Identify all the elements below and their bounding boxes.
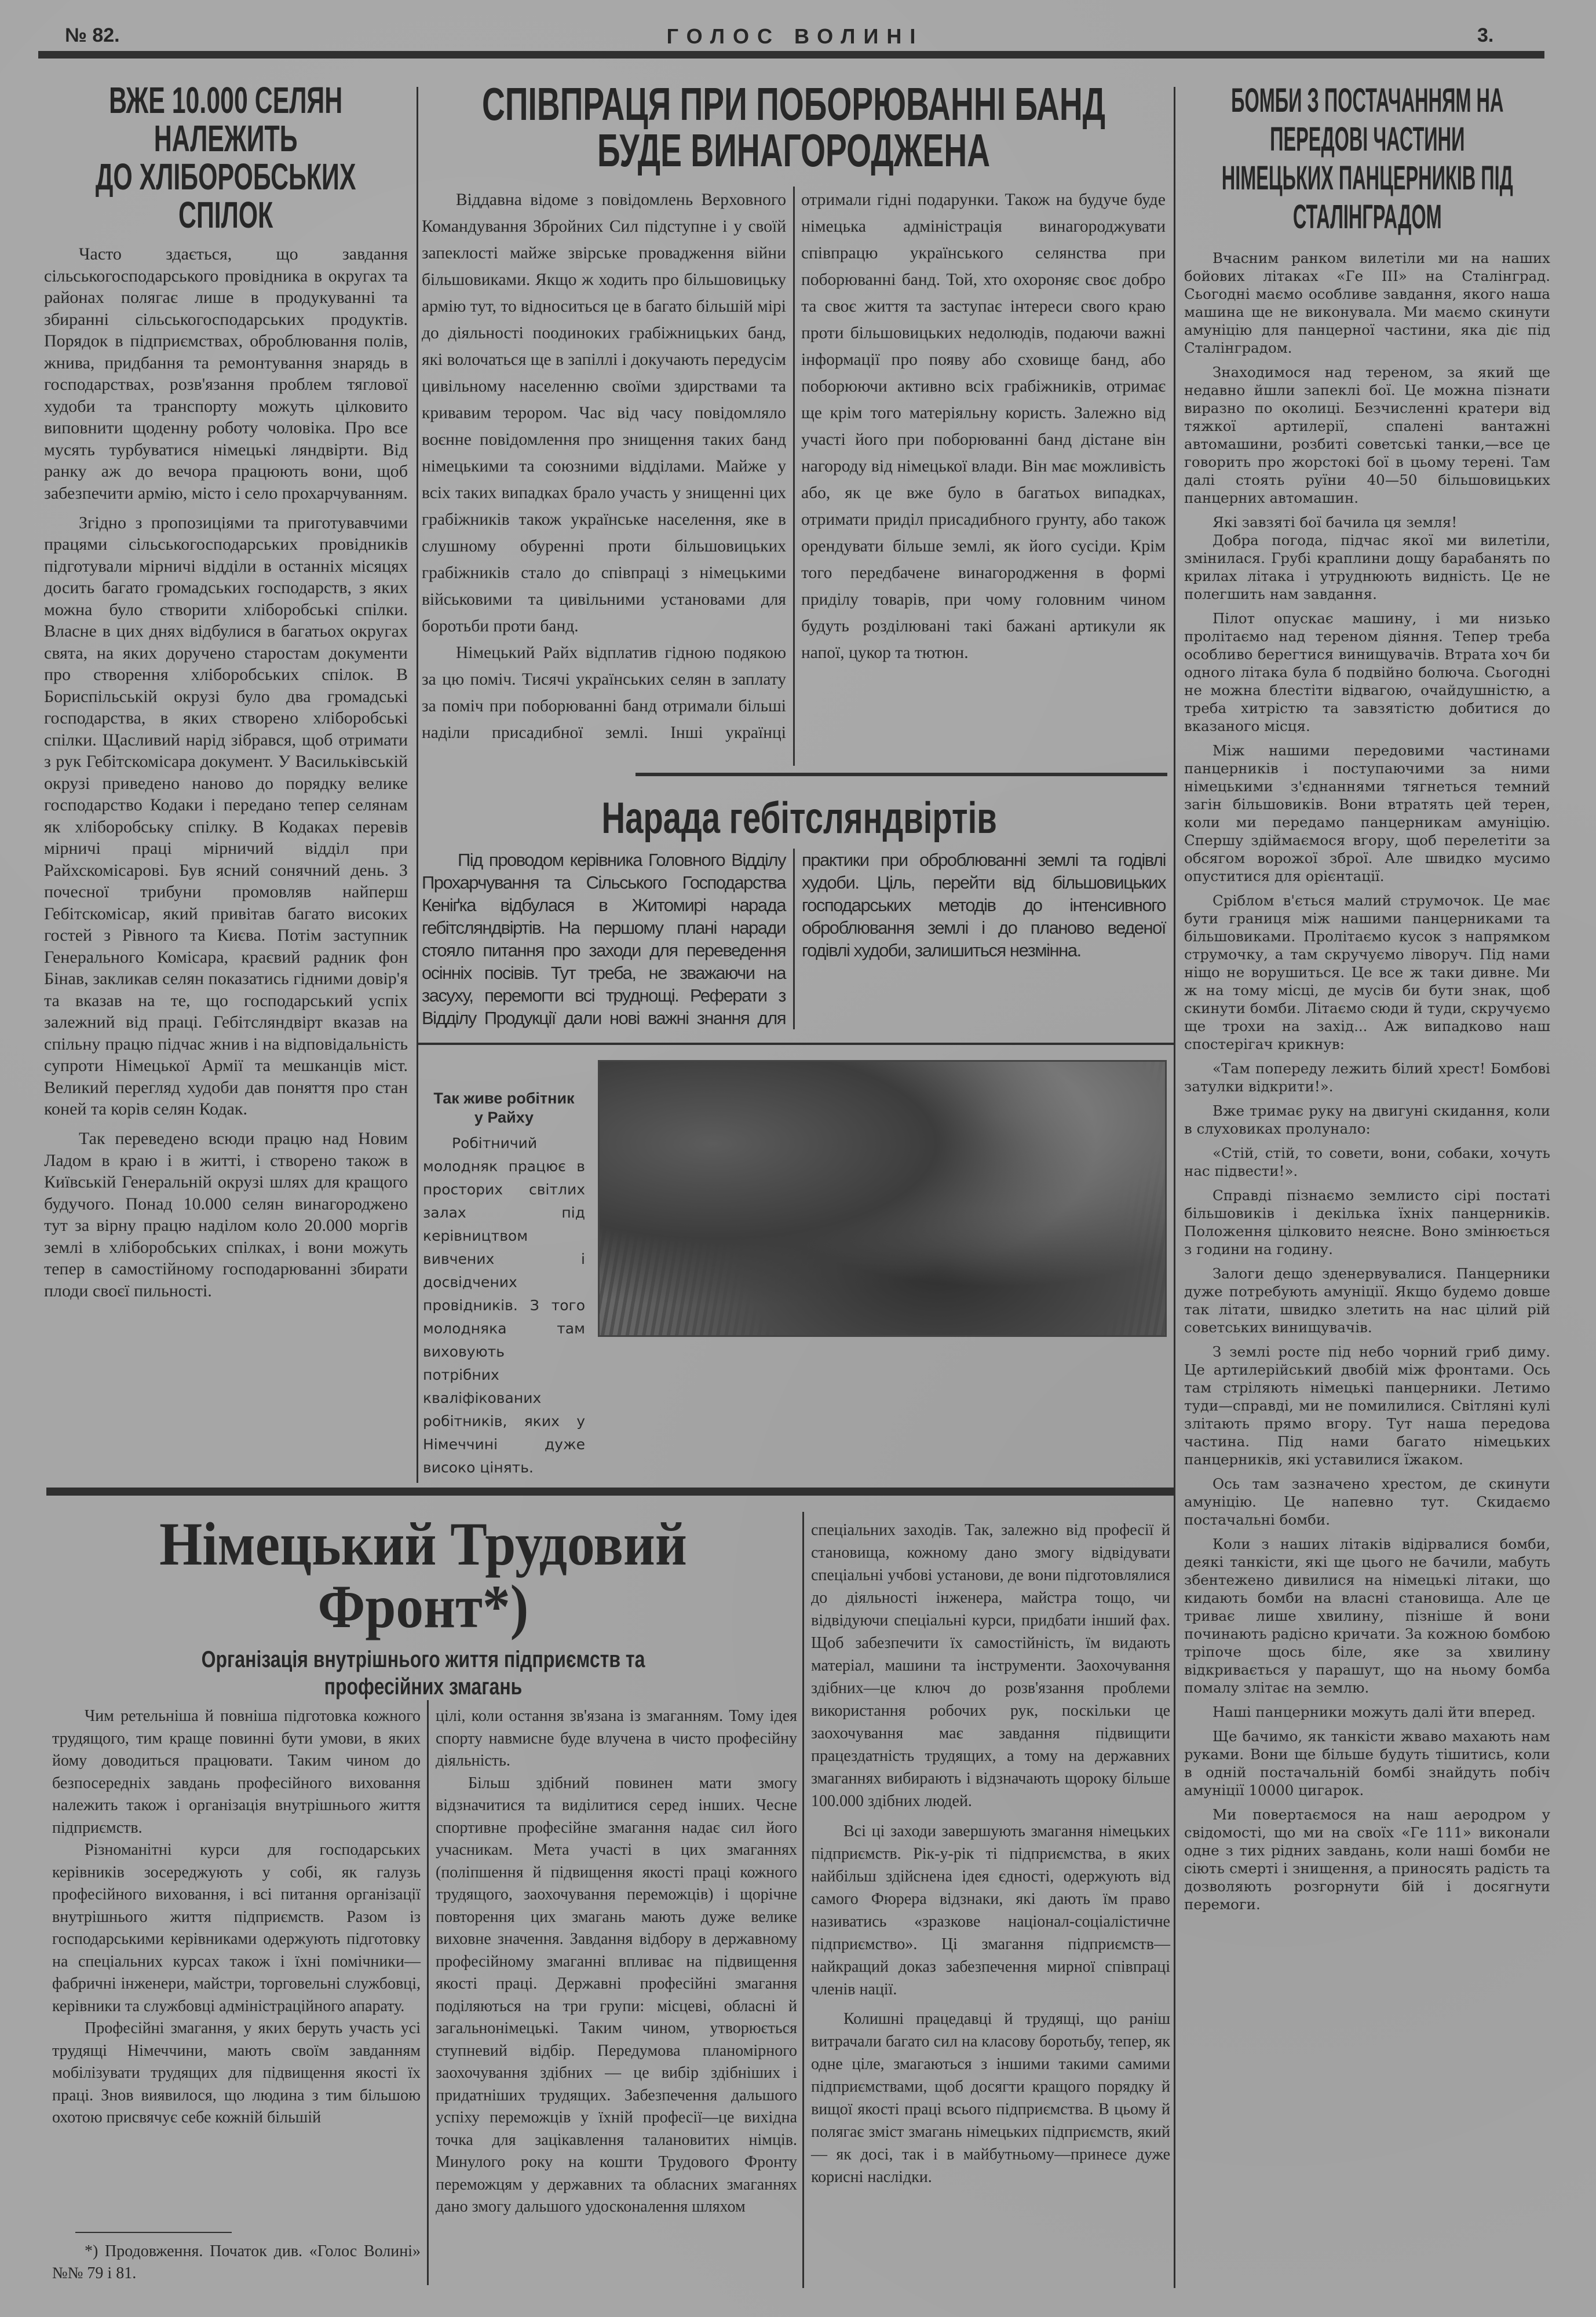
paragraph: Часто здається, що завдання сільськогосподарського провідника в округах та районах полягає лише в продукуванні та збиранні сільськогосподарських продуктів. Порядок в підприємствах, оброблювання полів, жнива, придбання та ремонтування знарядь в господарствах, розв'язання проблем тяглової худоби та транспорту можуть цілковито виповнити щоденну роботу чоловіка. Про все мусять турбуватися німецькі ляндвірти. Від ранку аж до вечора працюють вони, щоб забезпечити армію, місто і село прохарчуванням. (44, 244, 408, 503)
issue-number: № 82. (65, 24, 120, 46)
paragraph: Більш здібний повинен мати змогу відзначитися та виділитися серед інших. Чесне спортивне професійне змагання надає сил його учасникам. Мета участі в цих змаганнях (поліпшення й підвищення якості праці кожного трудящого, заохочування переможців) і щорічне повторення цих змагань мають дуже велике виховне значення. Завдання відбору в державному професійному змаганні впливає на підвищення якості праці. Державні професійні змагання поділяються на три групи: місцеві, обласні й загальнонімецькі. Таким чином, утворюється ступневий відбір. Передумова планомірного заохочування здібних — це вибір здібніших і придатніших трудящих. Забезпечення дальшого успіху переможців у їхній професії—це вихідна точка для зацікавлення талановитих німців. Минулого року на кошти Трудового Фронту переможцям у державних та обласних змаганнях дано змогу дальшого удосконалення шляхом (436, 1774, 797, 2216)
footnote (52, 2241, 421, 2285)
article-labor-front-headline (35, 1510, 811, 1640)
paragraph: Знаходимося над тереном, за який ще недавно йшли запеклі бої. Це можна пізнати виразно по околиці. Безчисленні кратери від тяжкої артилерії, спалені вантажні автомашини, розбиті советські танки,—все це говорить про жорстокі бої в цьому терені. Там далі стоять руїни 40—50 більшовицьких панцерних автомашин. (1184, 364, 1550, 507)
paragraph: Вчасним ранком вилетіли ми на наших бойових літаках «Ге III» на Сталінград. Сьогодні маємо особливе завдання, якого наша машина ще не виконувала. Ми маємо скинути амуніцію для панцерної частини, яка діє під Сталінградом. (1184, 250, 1550, 356)
article-bombs-body (1184, 249, 1550, 2285)
paragraph: Пілот опускає машину, і ми низько пролітаємо над тереном діяння. Тепер треба особливо берегтися винищувачів. Втрата хоч би одного літака була б подвійно болюча. Сьогодні не можна блестіти відвагою, очайдушністю, а треба хитрістю та завзятістю добитися до вказаного місця. (1184, 610, 1550, 735)
section-rule (46, 1488, 1174, 1496)
paragraph: Залоги дещо зденервувалися. Панцерники дуже потребують амуніції. Якщо будемо довше так літати, швидко злетить на нас цілий рій советських винищувачів. (1184, 1265, 1550, 1336)
caption-text: Робітничий молодняк працює в просторих світлих залах під керівництвом вивчених і досвідчених провідників. З того молодняка там виховують потрібних кваліфікованих робітників, яких у Німеччині дуже високо цінять. (423, 1135, 585, 1476)
headline-line: СТАЛІНГРАДОМ (1292, 198, 1442, 236)
article-cooperation-body (422, 187, 1166, 766)
paragraph: «Стій, стій, то совети, вони, собаки, хочуть нас підвести!». (1184, 1145, 1550, 1180)
footnote-rule (75, 2232, 232, 2233)
masthead-rule (38, 51, 1544, 59)
paragraph: Коли з наших літаків відірвалися бомби, деякі танкісти, які ще цього не бачили, мабуть збентежено дивилися на німецькі літаки, що кидають бомби на власні становища. Але це триває лише хвилину, пізніше й вони починають радісно кричати. За кожною бомбою тріпоче щось біле, яке за хвилину відкривається у парашут, що на ньому бомба помалу злітає на землю. (1184, 1536, 1550, 1697)
paragraph: Ще бачимо, як танкісти жваво махають нам руками. Вони ще більше будуть тішитись, коли в одній постачальній бомбі знайдуть побіч амуніції 10000 цигарок. (1184, 1728, 1550, 1799)
article-meeting-headline (521, 794, 1078, 843)
paragraph: Між нашими передовими частинами панцерників і поступаючими за ними німецькими з'єднаннями тягнеться темний загін більшовиків. Вони втратять цей терен, коли ми передамо панцерникам амуніцію. Спершу здіймаємося вгору, щоб перелетіти за обсягом ворожої зброї. Але швидко мусимо опуститися для орієнтації. (1184, 742, 1550, 885)
newspaper-title: ГОЛОС ВОЛИНІ (666, 24, 924, 48)
article-cooperation-headline (429, 78, 1159, 176)
paragraph: Вже тримає руку на двигуні скидання, коли в слуховиках пролунало: (1184, 1102, 1550, 1138)
paragraph: Сріблом в'ється малий струмочок. Це має бути границя між нашими панцерниками та більшовиками. Пролітаємо кусок з напрямком струмочку, а там скручуємо ліворуч. Під нами ніщо не ворушиться. Це все ж таки дивне. Ми ж на тому місці, де мусів би бути знак, щоб скинути бомби. Літаємо сюди й туди, скручуємо ще трохи на захід... Аж випадково наш спостерігач крикнув: (1184, 892, 1550, 1053)
paragraph: Чим ретельніша й повніша підготовка кожного трудящого, тим краще повинні бути умови, в яких йому доводиться працювати. Таким чином до безпосередніх завдань професійного виховання належить також і організація внутрішнього життя підприємств. (52, 1707, 421, 1837)
article-bombs-headline (1184, 81, 1550, 236)
paragraph: Колишні працедавці й трудящі, що раніш витрачали багато сил на класову боротьбу, тепер, як одне ціле, змагаються з іншими такими самими підприємствами, щоб досягти кращого порядку й вищої якості праці всього підприємства. В цьому й полягає зміст змагань німецьких підприємств, який — як досі, так і в майбутньому—принесе дуже корисні наслідки. (811, 2010, 1170, 2187)
paragraph: Добра погода, підчас якої ми вилетіли, змінилася. Грубі краплини дощу барабанять по крилах літака і утруднюють видність. Це не полегшить нам завдання. (1184, 532, 1550, 603)
headline-line: СПІВПРАЦЯ ПРИ ПОБОРЮВАННІ БАНД (481, 78, 1106, 130)
paragraph: Наші панцерники можуть далі йти вперед. (1212, 1704, 1536, 1721)
section-rule (636, 773, 1167, 776)
article-labor-front-col-c (811, 1519, 1170, 2286)
paragraph: Справді пізнаємо землисто сірі постаті більшовиків і декілька їхніх панцерників. Положення цілковито неясне. Воно змінюється з години на годину. (1184, 1187, 1550, 1258)
headline-line: Фронт*) (317, 1573, 528, 1640)
headline-line: БОМБИ З ПОСТАЧАННЯМ НА (1230, 82, 1504, 119)
headline-line: ДО ХЛІБОРОБСЬКИХ (96, 156, 356, 198)
headline-line: ПЕРЕДОВІ ЧАСТИНИ (1269, 120, 1465, 158)
caption-title-line: у Райху (474, 1109, 534, 1126)
headline-line: НАЛЕЖИТЬ (154, 118, 298, 159)
article-meeting-body (422, 849, 1166, 1029)
column-divider (1174, 87, 1175, 2288)
headline-line: Нарада гебітсляндвіртів (601, 794, 998, 843)
article-labor-front-col-a (52, 1705, 421, 2221)
article-labor-front-subtitle (35, 1646, 811, 1701)
paragraph: Під проводом керівника Головного Відділу Прохарчування та Сільського Господарства Кеніґка відбулася в Житомирі нарада гебітсляндвіртів. На першому плані наради стояло питання про заходи для переведення осінніх посівів. Тут треба, не зважаючи на засуху, перемогти всі труднощі. Реферати з Відділу Продукції дали нові важні знання для практики при оброблюванні землі та годівлі худоби. Ціль, перейти від більшовицьких господарських методів до інтенсивного оброблювання землі і до планово веденої годівлі худоби, залишиться незмінна. (422, 850, 1166, 1028)
article-farmers-body (44, 243, 408, 1480)
column-divider (417, 87, 418, 1483)
photo-young-workers (598, 1060, 1167, 1337)
headline-line: НІМЕЦЬКИХ ПАНЦЕРНИКІВ ПІД (1221, 159, 1513, 197)
paragraph: Всі ці заходи завершують змагання німецьких підприємств. Рік-у-рік ті підприємства, в яких найбільш здійснена ідея єдності, одержують від самого Фюрера відзнаки, які дають їм право називатись «зразкове націонал-соціалістичне підприємство». Ці змагання підприємств—найкращий доказ забезпечення мирної співпраці членів нації. (811, 1822, 1170, 1998)
section-rule (418, 1043, 1174, 1045)
paragraph: Німецький Райх відплатив гідною подякою за цю поміч. Тисячі українських селян в заплату за поміч при поборюванні банд отримали більші наділи присадибної землі. Інші українці отримали гідні подарунки. Також на будуче буде німецька адміністрація винагороджувати співпрацю українського селянства при поборюванні банд. Той, хто охороняє своє добро та своє життя та заступає інтереси свого краю проти більшовицьких недолюдів, подаючи важні інформації про появу або сховище банд, або поборюючи активно всіх грабіжників, отримає ще крім того матеріяльну користь. Залежно від участі його при поборюванні банд дістане він нагороду від німецької влади. Він має можливість або, як це вже було в багатьох випадках, отримати приділ присадибного грунту, або також орендувати більше землі, як його сусіди. Крім того передбачене винагородження в формі приділу товарів, при чому головним чином будуть розділювані такі бажані артикули як напої, цукор та тютюн. (422, 191, 1166, 742)
column-divider (427, 1700, 429, 2285)
subtitle-line: Організація внутрішнього життя підприємств та (201, 1647, 645, 1672)
paragraph: Професійні змагання, у яких беруть участь усі трудящі Німеччини, мають своїм завданням мобілізувати трудящих для підвищення якості їх праці. Знов виявилося, що людина з тим більшою охотою присвячує себе кожній більшій (52, 2019, 421, 2126)
column-divider (802, 1512, 804, 2288)
photo-caption-title (423, 1089, 585, 1127)
subtitle-line: професійних змагань (324, 1674, 522, 1700)
headline-line: БУДЕ ВИНАГОРОДЖЕНА (597, 125, 991, 176)
headline-line: ВЖЕ 10.000 СЕЛЯН (109, 79, 343, 121)
paragraph: Так переведено всюди працю над Новим Ладом в краю і в житті, і створено також в Київській Генеральній окрузі шлях для кращого будучого. Понад 10.000 селян винагороджено тут за вірну працю наділом коло 20.000 моргів землі в хліборобських спілках, і вони можуть тепер в самостійному господарюванні збирати плоди своєї пильності. (44, 1129, 408, 1300)
footnote-text: *) Продовження. Початок див. «Голос Волині» №№ 79 і 81. (52, 2242, 421, 2282)
paragraph: Ми повертаємося на наш аеродром у свідомості, що ми на своїх «Ге 111» виконали одне з тих рідних завдань, коли наші бомби не сіють смерті і знищення, а приносять радість та дозволяють розгорнути бій і досягнути перемоги. (1184, 1806, 1550, 1913)
article-labor-front-col-b (436, 1705, 797, 2285)
paragraph: цілі, коли остання зв'язана із змаганням. Тому ідея спорту навмисне буде влучена в чисто професійну діяльність. (436, 1707, 797, 1770)
page-number: 3. (1477, 24, 1494, 46)
paragraph: Згідно з пропозиціями та приготувавчими працями сільськогосподарських провідників підготували мірничі відділи в останніх місяцях досить багато громадських господарств, з яких можна було створити хліборобські спілки. Власне в цих днях відбулися в багатьох округах свята, на яких доручено старостам документи про створення хліборобських спілок. В Бориспільській окрузі було два громадські господарства, в яких створено хліборобські спілки. Щасливий нарід зібрався, щоб отримати з рук Гебітскомісара документ. У Васильківській окрузі приведено наново до порядку велике господарство Кодаки і передано тепер селянам як хліборобську спілку. В Кодаках перевів мірничі праці мірничий відділ при Райхскомісарові. Був ясний сонячний день. З почесної трибуни промовляв найперш Гебітскомісар, який привітав багато високих гостей з Рівного та Києва. Потім заступник Генерального Комісара, краєвий радник фон Бінав, закликав селян показатись гідними довір'я та вказав на те, що господарський успіх залежний від праці. Гебітсляндвірт вказав на спільну працю підчас жнив і на відповідальність супроти Німецької Армії та мешканців міст. Великий перегляд худоби дав поняття про стан коней та корів селян Кодак. (44, 513, 408, 1119)
paragraph: Ось там зазначено хрестом, де скинути амуніцію. Це напевно тут. Скидаємо постачальні бомби. (1184, 1475, 1550, 1529)
paragraph: «Там попереду лежить білий хрест! Бомбові затулки відкрити!». (1184, 1060, 1550, 1095)
headline-line: Німецький Трудовий (159, 1510, 687, 1578)
paragraph: спеціальних заходів. Так, залежно від професії й становища, кожному дано змогу відвідувати спеціальні учбові установи, де вони підготовлялися до діяльності інженера, майстра тощо, чи відвідуючи спеціальні курси, придбати інший фах. Щоб забезпечити їх самостійність, їм видають матеріал, машини та інструменти. Заохочування здібних—це ключ до розв'язання проблеми використання робочих рук, поскільки це заохочування має завдання підвищити працездатність трудящих, а тому на державних змаганнях вибирають і відзначають щороку більше 100.000 здібних людей. (811, 1521, 1170, 1810)
paragraph: З землі росте під небо чорний гриб диму. Це артилерійський двобій між фронтами. Ось там стріляють німецькі панцерники. Летимо туди—справді, ми не помилилися. Світляні кулі злітають прямо вгору. Тут наша передова частина. Під нами багато німецьких панцерників, які уставилися їжаком. (1184, 1343, 1550, 1468)
caption-title-line: Так живе робітник (433, 1090, 575, 1107)
headline-line: СПІЛОК (178, 194, 273, 236)
paragraph: Які завзяті бої бачила ця земля! (1212, 514, 1458, 531)
paragraph: Віддавна відоме з повідомлень Верховного Командування Збройних Сил підступне і у своїй запеклості майже звірське провадження війни більшовиками. Якщо ж ходить про більшовицьку армію тут, то відноситься це в багато більшій мірі до діяльності поодиноких грабіжницьких банд, які волочаться ще в запіллі і докучають передусім цивільному населенню своїми здирствами та кривавим терором. Час від часу повідомляло воєнне повідомлення про знищення таких банд німецькими та союзними відділами. Майже у всіх таких випадках брало участь у знищенні цих грабіжників також українське населення, яке в слушному обуренні проти більшовицьких грабіжників стало до співпраці з німецькими військовими та цивільними установами для боротьби проти банд. (422, 191, 787, 635)
article-farmers-headline (44, 81, 408, 234)
paragraph: Різноманітні курси для господарських керівників зосереджують у собі, як галузь професійного виховання, і всі питання організації внутрішнього життя підприємств. Разом із господарськими керівниками одержують підготовку на спеціальних курсах також і їхні помічники—фабричні інженери, майстри, торговельні службовці, керівники та службовці адміністраційного апарату. (52, 1841, 421, 2015)
photo-caption (423, 1089, 585, 1476)
